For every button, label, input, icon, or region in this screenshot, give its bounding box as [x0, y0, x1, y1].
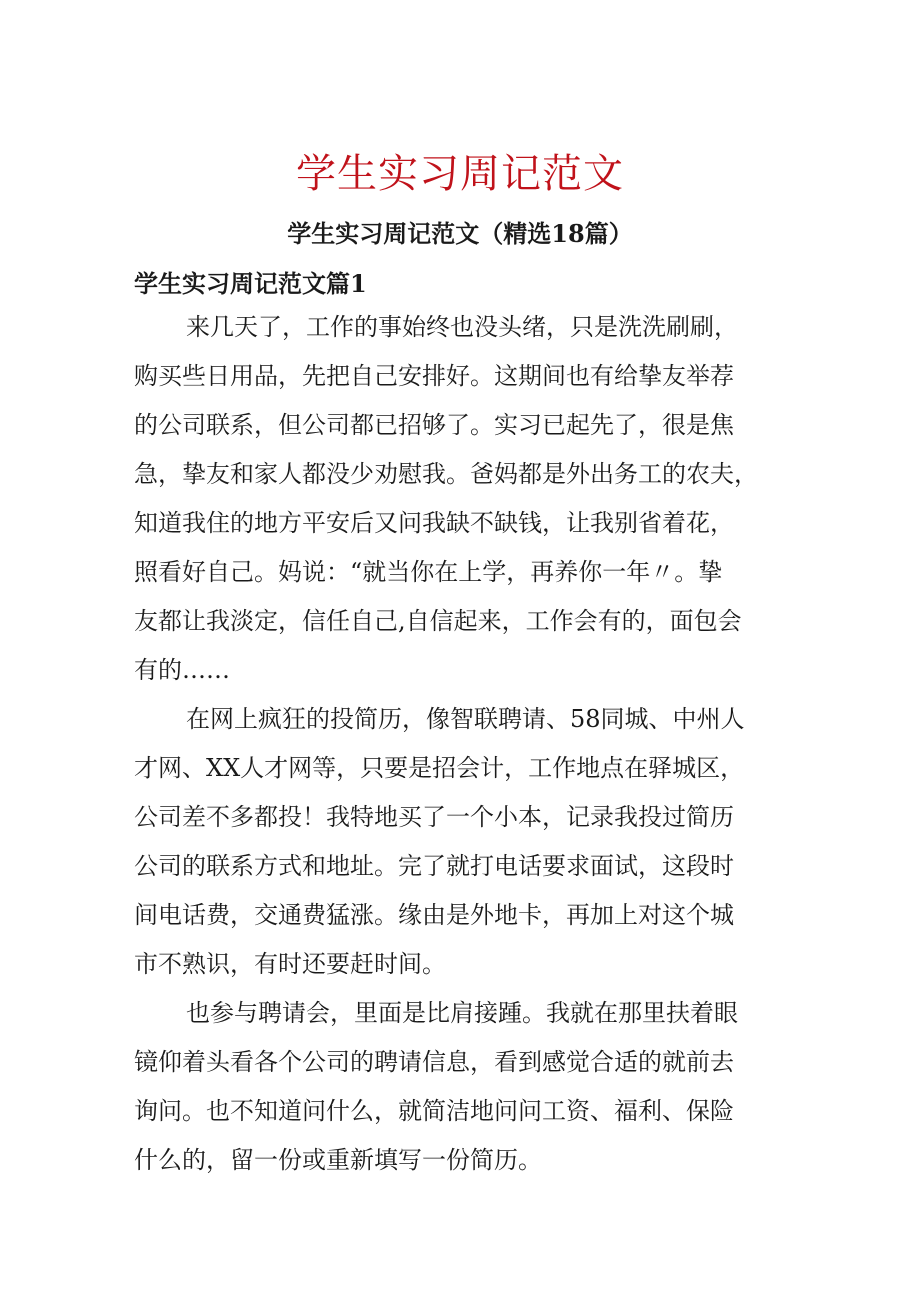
- paragraph-1: [134, 303, 794, 695]
- text-line: 间电话费，交通费猛涨。缘由是外地卡，再加上对这个城: [134, 901, 734, 929]
- text-line: 询问。也不知道问什么，就简洁地问问工资、福利、保险: [134, 1097, 734, 1125]
- section-heading: 学生实习周记范文篇1: [134, 269, 367, 298]
- text-line: 才网、XX人才网等，只要是招会计，工作地点在驿城区，: [134, 754, 745, 782]
- text-line: 购买些日用品，先把自己安排好。这期间也有给挚友举荐: [134, 362, 734, 390]
- text-line: 镜仰着头看各个公司的聘请信息，看到感觉合适的就前去: [134, 1048, 734, 1076]
- text-line: 有的……: [134, 656, 230, 684]
- text-line: 友都让我淡定，信任自己,自信起来，工作会有的，面包会: [134, 607, 742, 635]
- text-line: 市不熟识，有时还要赶时间。: [134, 950, 446, 978]
- text-line: 公司的联系方式和地址。完了就打电话要求面试，这段时: [134, 852, 734, 880]
- text-line: 在网上疯狂的投简历，像智联聘请、58同城、中州人: [186, 705, 745, 733]
- text-line: 知道我住的地方平安后又问我缺不缺钱，让我别省着花，: [134, 509, 734, 537]
- text-line: 什么的，留一份或重新填写一份简历。: [134, 1146, 542, 1174]
- text-line: 照看好自己。妈说：“就当你在上学，再养你一年〃。挚: [134, 558, 723, 586]
- document-subtitle: 学生实习周记范文（精选18篇）: [287, 219, 633, 248]
- text-line: 来几天了，工作的事始终也没头绪，只是洗洗刷刷，: [186, 313, 738, 341]
- text-line: 急，挚友和家人都没少劝慰我。爸妈都是外出务工的农夫，: [134, 460, 758, 488]
- text-line: 公司差不多都投！我特地买了一个小本，记录我投过简历: [134, 803, 734, 831]
- document-title: 学生实习周记范文: [296, 151, 624, 197]
- text-line: 也参与聘请会，里面是比肩接踵。我就在那里扶着眼: [186, 999, 738, 1027]
- paragraph-2: [134, 695, 794, 989]
- paragraph-3: [134, 989, 794, 1185]
- document-body: [134, 303, 794, 1185]
- text-line: 的公司联系，但公司都已招够了。实习已起先了，很是焦: [134, 411, 734, 439]
